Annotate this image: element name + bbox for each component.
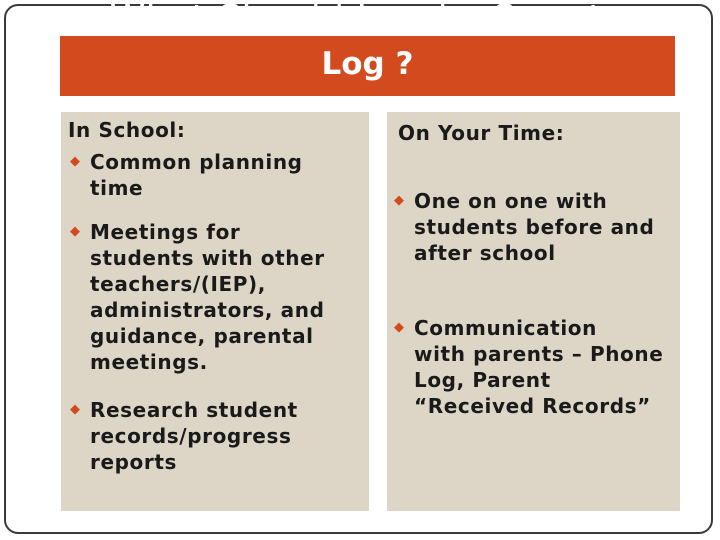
- right-item-2: [414, 315, 674, 419]
- right-item-1-rest: students before and after school: [414, 215, 655, 265]
- bullet-icon: ◆: [70, 402, 80, 417]
- left-item-2-rest: students with other teachers/(IEP), administrators, and guidance, parental meetings.: [90, 246, 325, 374]
- right-panel: [387, 112, 680, 511]
- bullet-icon: ◆: [394, 193, 404, 208]
- right-item-2-rest: with parents – Phone Log, Parent “Received Records”: [414, 342, 664, 418]
- bullet-icon: ◆: [70, 154, 80, 169]
- left-item-2-first: Meetings for: [90, 220, 241, 244]
- left-heading: In School:: [68, 118, 186, 142]
- left-item-3-rest: records/progress reports: [90, 424, 292, 474]
- left-item-3-first: Research student: [90, 398, 298, 422]
- left-item-1-first: Common planning: [90, 150, 303, 174]
- right-heading: On Your Time:: [398, 121, 565, 145]
- right-item-2-first: Communication: [414, 316, 597, 340]
- title-line-2: Log ?: [321, 46, 414, 82]
- right-item-1-first: One on one with: [414, 189, 608, 213]
- left-item-1-rest: time: [90, 176, 144, 200]
- bullet-icon: ◆: [394, 320, 404, 335]
- title-line-1: What Should I make Sure to: [109, 0, 626, 39]
- left-item-2: [90, 219, 360, 375]
- right-item-1: [414, 188, 674, 266]
- bullet-icon: ◆: [70, 224, 80, 239]
- left-item-1: [90, 149, 360, 201]
- left-item-3: [90, 397, 360, 475]
